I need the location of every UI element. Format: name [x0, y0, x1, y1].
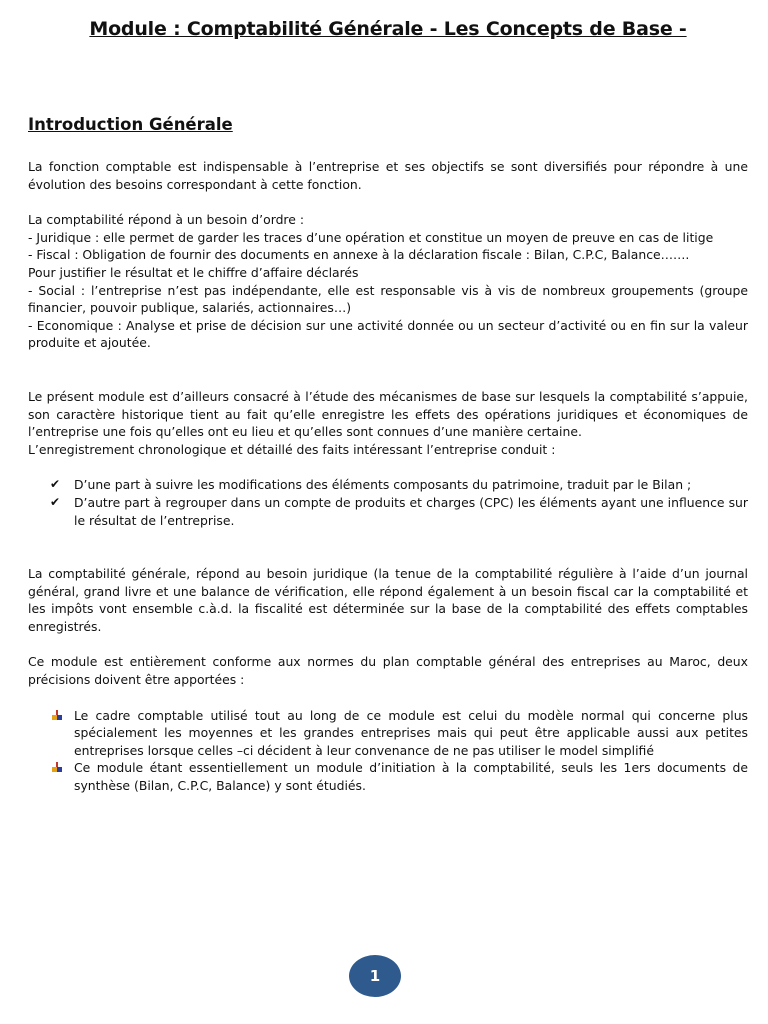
needs-line: - Economique : Analyse et prise de décision sur une activité donnée ou un secteur d’activité ou en fin sur la valeur produite et ajoutée. [28, 317, 748, 351]
list-item: Le cadre comptable utilisé tout au long de ce module est celui du modèle normal qui concerne plus spécialement les moyennes et les grandes entreprises mais qui peut être applicable aussi aux petites entreprises lorsque celles –ci décident à leur convenance de ne pas utiliser le model simplifié [28, 707, 748, 760]
bullet-list [28, 707, 748, 795]
paragraph-intro: La fonction comptable est indispensable à l’entreprise et ses objectifs se sont diversifiés pour répondre à une évolution des besoins correspondant à cette fonction. [28, 159, 748, 192]
colored-arrow-bullet-icon [52, 762, 62, 772]
section-heading: Introduction Générale [28, 115, 233, 134]
paragraph-registration: L’enregistrement chronologique et détaillé des faits intéressant l’entreprise conduit : [28, 441, 556, 457]
paragraph-module: Le présent module est d’ailleurs consacré à l’étude des mécanismes de base sur lesquels la comptabilité s’appuie, son caractère historique tient au fait qu’elle enregistre les effets des opérations juridiques et économiques de l’entreprise une fois qu’elles ont eu lieu et qu’elles sont connues d’une manière certaine. [28, 388, 748, 440]
page-number-badge: 1 [349, 955, 401, 997]
needs-line: - Social : l’entreprise n’est pas indépendante, elle est responsable vis à vis de nombreux groupements (groupe financier, pouvoir publique, salariés, actionnaires…) [28, 282, 748, 316]
paragraph-general-accounting: La comptabilité générale, répond au besoin juridique (la tenue de la comptabilité régulière à l’aide d’un journal général, grand livre et une balance de vérification, elle répond également à un besoin fiscal car la comptabilité et les impôts vont ensemble c.à.d. la fiscalité est déterminée sur la base de la comptabilité des effets comptables enregistrés. [28, 566, 748, 634]
check-mark-icon: ✔ [50, 494, 61, 509]
needs-line: - Juridique : elle permet de garder les traces d’une opération et constitue un moyen de preuve en cas de litige [28, 229, 714, 245]
list-item: Ce module étant essentiellement un module d’initiation à la comptabilité, seuls les 1ers documents de synthèse (Bilan, C.P.C, Balance) y sont étudiés. [28, 759, 748, 794]
needs-line: Pour justifier le résultat et le chiffre d’affaire déclarés [28, 264, 359, 280]
paragraph-standards: Ce module est entièrement conforme aux normes du plan comptable général des entreprises au Maroc, deux précisions doivent être apportées : [28, 654, 748, 688]
list-item: ✔ D’une part à suivre les modifications des éléments composants du patrimoine, traduit par le Bilan ; [50, 477, 692, 493]
needs-list [28, 211, 748, 352]
document-body [28, 114, 748, 795]
list-item: ✔ D’autre part à regrouper dans un compte de produits et charges (CPC) les éléments ayant une influence sur le résultat de l’entreprise. [50, 494, 748, 528]
check-mark-icon: ✔ [50, 477, 61, 492]
needs-line: - Fiscal : Obligation de fournir des documents en annexe à la déclaration fiscale : Bilan, C.P.C, Balance……. [28, 247, 690, 263]
colored-arrow-bullet-icon [52, 710, 62, 720]
page-title: Module : Comptabilité Générale - Les Concepts de Base - [89, 18, 687, 40]
check-list [28, 476, 748, 529]
needs-line: La comptabilité répond à un besoin d’ordre : [28, 212, 304, 228]
